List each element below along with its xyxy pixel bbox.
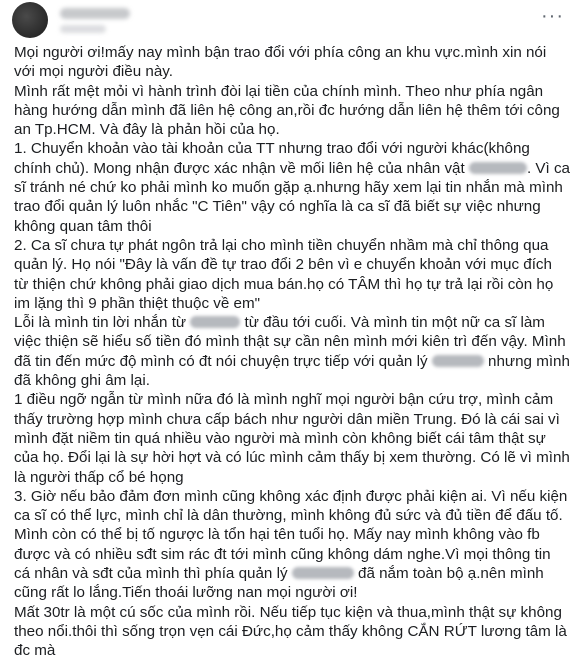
- post-body: [14, 43, 575, 661]
- more-options-icon[interactable]: ···: [541, 5, 564, 27]
- redacted-name: [469, 162, 527, 174]
- paragraph-3-part-a: 1. Chuyển khoản vào tài khoản của TT nhưng trao đổi với người khác(không chính chủ). Mong nhận được xác nhận về mối liên hệ của nhân vật: [14, 140, 535, 177]
- paragraph-3-part-b: . Vì ca sĩ tránh né chứ ko phải mình ko muốn gặp ạ.nhưng hãy xem lại tin nhắn mà mình trao đổi quản lý luôn nhắc "C Tiên" vậy có nghĩa là ca sĩ đã biết sự việc nhưng không quan tâm thôi: [14, 159, 575, 235]
- post-meta-redacted: [60, 25, 106, 33]
- redacted-name: [190, 316, 240, 328]
- paragraph-3: [14, 139, 575, 235]
- paragraph-7: [14, 487, 570, 603]
- redacted-name: [292, 567, 354, 579]
- paragraph-7-part-a: 3. Giờ nếu bảo đảm đơn mình cũng không xác định được phải kiện ai. Vì nếu kiện ca sĩ có thể lực, mình chỉ là dân thường, mình không đủ sức và đủ tiền để đấu tố. Mình còn có thể bị tố ngược là tổn hại tên tuổi họ. Mấy nay mình không vào fb được và có nhiều sđt sim rác đt tới mình cũng không dám nghe.Vì mọi thông tin cá nhân và sđt của mình thì phía quản lý: [14, 487, 572, 583]
- redacted-name: [432, 355, 484, 367]
- paragraph-8: Mất 30tr là một cú sốc của mình rồi. Nếu tiếp tục kiện và thua,mình thật sự không theo nổi.thôi thì sống trọn vẹn cái Đức,họ cảm thấy không CẮN RỨT lương tâm là đc mà: [14, 603, 572, 660]
- paragraph-5-part-b: từ đầu tới cuối. Và mình tin một nữ ca sĩ làm việc thiện sẽ hiểu số tiền đó mình thật sự cần nên mình mới kiên trì đến vậy. Mình đã tin đến mức độ mình có đt nói chuyện trực tiếp với quản lý: [14, 314, 570, 370]
- paragraph-4: 2. Ca sĩ chưa tự phát ngôn trả lại cho mình tiền chuyển nhầm mà chỉ thông qua quản lý. Họ nói "Đây là vấn đề tự trao đổi 2 bên vì e chuyển khoản với mục đích từ thiện chứ không phải giao dịch mua bán.họ có TÂM thì họ tự trả lại rồi còn họ im lặng thì 9 phần thiệt thuộc về em": [14, 236, 558, 312]
- paragraph-6: 1 điều ngỡ ngẫn từ mình nữa đó là mình nghĩ mọi người bận cứu trợ, mình cảm thấy trường hợp mình chưa cấp bách như người dân miền Trung. Đó là cái sai vì mình đặt niềm tin quá nhiều vào người mà mình còn không biết cái tâm thật sự của họ. Đổi lại là sự hời hợt và có lúc mình cảm thấy bị xem thường. Có lẽ vì mình là người thấp cổ bé họng: [14, 391, 575, 486]
- paragraph-2: Mình rất mệt mỏi vì hành trình đòi lại tiền của chính mình. Theo như phía ngân hàng hướng dẫn mình đã liên hệ công an,rồi đc hướng dẫn liên hệ thêm tới công an Tp.HCM. Và đây là phản hồi của họ.: [14, 82, 565, 139]
- paragraph-5-part-c: nhưng mình đã không ghi âm lại.: [14, 352, 575, 390]
- paragraph-7-part-b: đã nắm toàn bộ ạ.nên mình cũng rất lo lắng.Tiến thoái lưỡng nan mọi người ơi!: [14, 565, 548, 602]
- paragraph-5: [14, 313, 575, 390]
- paragraph-5-part-a: Lỗi là mình tin lời nhắn từ: [14, 314, 191, 332]
- paragraph-1: Mọi người ơi!mấy nay mình bận trao đổi với phía công an khu vực.mình xin nói với mọi người điều này.: [14, 44, 551, 81]
- author-name-redacted[interactable]: [60, 8, 130, 19]
- post-header: [0, 0, 580, 40]
- avatar[interactable]: [12, 2, 48, 38]
